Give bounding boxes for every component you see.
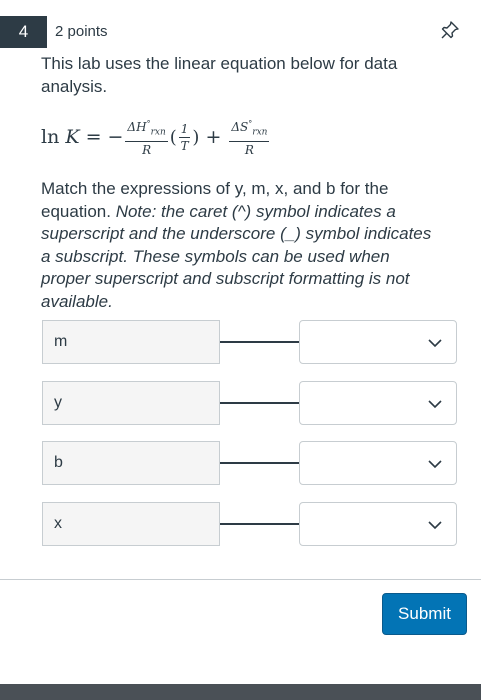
question-number-badge: 4 [0, 16, 47, 48]
match-row-y [42, 381, 458, 425]
pin-icon[interactable] [440, 20, 460, 40]
match-dropdown[interactable] [299, 381, 457, 425]
match-label: b [42, 441, 220, 485]
match-label: x [42, 502, 220, 546]
eq-equals: = [85, 126, 102, 148]
bottom-bar [0, 684, 481, 700]
chevron-down-icon [428, 457, 442, 471]
match-dropdown[interactable] [299, 320, 457, 364]
chevron-down-icon [428, 336, 442, 350]
eq-paren-close: ) [192, 126, 200, 148]
linear-equation [41, 112, 271, 162]
question-prompt: This lab uses the linear equation below for data analysis. [41, 54, 398, 96]
question-points: 2 points [55, 23, 108, 40]
match-row-m [42, 320, 458, 364]
match-connector [220, 523, 300, 525]
match-label: y [42, 381, 220, 425]
match-dropdown[interactable] [299, 502, 457, 546]
chevron-down-icon [428, 518, 442, 532]
match-row-b [42, 441, 458, 485]
eq-k: K [65, 126, 80, 148]
eq-entropy-den: R [244, 142, 254, 157]
match-dropdown[interactable] [299, 441, 457, 485]
eq-ln: ln [41, 126, 60, 148]
eq-inverse-t-fraction: $\frac{1}{T}$ [180, 121, 189, 153]
eq-enthalpy-fraction: $\frac{\Delta H^\circ_{rxn}}{R}$ [127, 119, 166, 157]
chevron-down-icon [428, 397, 442, 411]
match-connector [220, 462, 300, 464]
instructions-note: Note: the caret (^) symbol indicates a superscript and the underscore (_) symbol indicates a subscript. These symbols can be used when proper superscript and subscript formatting is not available. [41, 201, 432, 311]
eq-plus: + [205, 126, 222, 148]
eq-entropy-num: ΔS [231, 120, 249, 135]
eq-minus: − [107, 126, 124, 148]
footer-divider [0, 579, 481, 580]
eq-entropy-fraction: $\frac{\Delta S^\circ_{rxn}}{R}$ [231, 119, 268, 157]
match-connector [220, 341, 300, 343]
submit-button[interactable]: Submit [382, 593, 467, 635]
eq-enthalpy-num: ΔH [127, 120, 147, 135]
match-connector [220, 402, 300, 404]
eq-paren-open: ( [169, 126, 177, 148]
instructions-main: Match the expressions of y, m, x, and b for the equation. [41, 179, 389, 221]
match-label: m [42, 320, 220, 364]
match-row-x [42, 502, 458, 546]
eq-enthalpy-den: R [142, 142, 152, 157]
question-instructions [41, 178, 441, 313]
